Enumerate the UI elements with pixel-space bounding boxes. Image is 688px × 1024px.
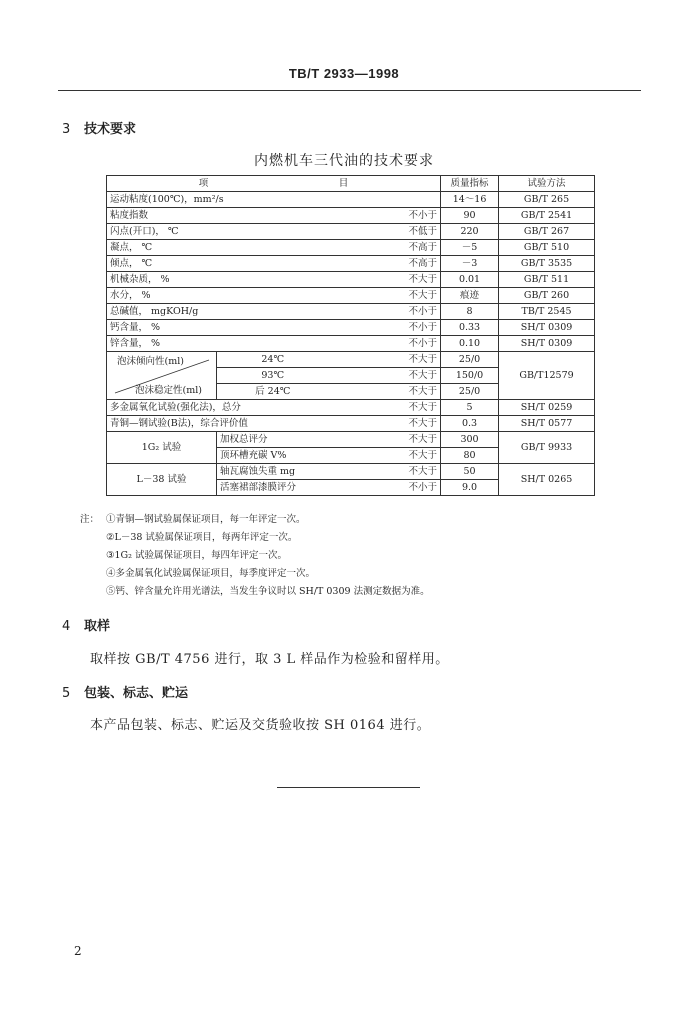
row-limit: 不小于	[329, 304, 441, 320]
row-limit: 不大于	[329, 432, 441, 448]
row-method: GB/T 267	[499, 224, 595, 240]
section-title: 包装、标志、贮运	[84, 686, 189, 701]
table-row	[107, 320, 595, 336]
note-item: ⑤钙、锌含量允许用光谱法，当发生争议时以 SH/T 0309 法测定数据为准。	[106, 586, 430, 597]
row-spec: 0.3	[441, 416, 499, 432]
table-row	[107, 352, 595, 368]
foam-tendency-label: 泡沫倾向性(ml)	[117, 356, 184, 367]
row-item: 钙含量， %	[107, 320, 329, 336]
row-method: GB/T 265	[499, 192, 595, 208]
row-spec: 220	[441, 224, 499, 240]
section-title: 取样	[84, 619, 111, 634]
header-method: 试验方法	[499, 176, 595, 192]
row-spec: 90	[441, 208, 499, 224]
notes-list	[80, 511, 430, 601]
foam-limit: 不大于	[329, 352, 441, 368]
foam-temp: 24℃	[217, 352, 329, 368]
table-title: 内燃机车三代油的技术要求	[254, 153, 434, 169]
row-limit: 不大于	[329, 288, 441, 304]
row-item: 青铜—钢试验(B法)，综合评价值	[107, 416, 329, 432]
row-item: 加权总评分	[217, 432, 329, 448]
row-spec: －3	[441, 256, 499, 272]
table-row	[107, 288, 595, 304]
foam-stability-label: 泡沫稳定性(ml)	[135, 385, 202, 396]
note-item: ①青铜—钢试验属保证项目，每一年评定一次。	[106, 514, 306, 525]
row-limit: 不大于	[329, 400, 441, 416]
notes-label: 注：	[80, 514, 100, 525]
note-item: ③1G₂ 试验属保证项目，每四年评定一次。	[106, 550, 287, 561]
row-limit: 不大于	[329, 416, 441, 432]
row-limit: 不小于	[329, 320, 441, 336]
table-row	[107, 224, 595, 240]
row-method: SH/T 0309	[499, 320, 595, 336]
row-spec: 14～16	[441, 192, 499, 208]
row-limit: 不小于	[329, 480, 441, 496]
foam-temp: 后 24℃	[217, 384, 329, 400]
section-number: 4	[62, 619, 71, 634]
row-limit: 不小于	[329, 208, 441, 224]
foam-method: GB/T12579	[499, 352, 595, 400]
row-spec: 300	[441, 432, 499, 448]
table-row	[107, 432, 595, 448]
foam-label-cell	[107, 352, 217, 400]
row-limit: 不大于	[329, 272, 441, 288]
ig2-method: GB/T 9933	[499, 432, 595, 464]
table-row	[107, 192, 595, 208]
row-method: GB/T 260	[499, 288, 595, 304]
row-item: 机械杂质， %	[107, 272, 329, 288]
row-spec: 9.0	[441, 480, 499, 496]
section-5-heading	[62, 682, 188, 701]
row-method: SH/T 0309	[499, 336, 595, 352]
section-4-heading	[62, 615, 110, 634]
row-spec: 8	[441, 304, 499, 320]
row-spec: 0.10	[441, 336, 499, 352]
row-method: GB/T 3535	[499, 256, 595, 272]
note-item: ④多金属氧化试验属保证项目，每季度评定一次。	[106, 568, 316, 579]
row-limit: 不大于	[329, 464, 441, 480]
end-rule	[277, 787, 420, 788]
spec-table	[106, 175, 595, 496]
row-spec: 5	[441, 400, 499, 416]
foam-spec: 25/0	[441, 352, 499, 368]
row-item: 运动粘度(100℃)，mm²/s	[107, 192, 329, 208]
table-row	[107, 304, 595, 320]
ig2-group-label: 1G₂ 试验	[107, 432, 217, 464]
section-5-body: 本产品包装、标志、贮运及交货验收按 SH 0164 进行。	[90, 718, 431, 733]
document-code: TB/T 2933—1998	[288, 66, 400, 81]
row-item: 锌含量， %	[107, 336, 329, 352]
row-spec: －5	[441, 240, 499, 256]
row-method: SH/T 0259	[499, 400, 595, 416]
section-title: 技术要求	[84, 122, 137, 137]
table-row	[107, 240, 595, 256]
row-item: 总碱值， mgKOH/g	[107, 304, 329, 320]
table-row	[107, 272, 595, 288]
row-limit	[329, 192, 441, 208]
note-item: ②L－38 试验属保证项目，每两年评定一次。	[106, 532, 298, 543]
section-number: 3	[62, 122, 71, 137]
page-number: 2	[74, 944, 82, 958]
table-header-row	[107, 176, 595, 192]
foam-spec: 25/0	[441, 384, 499, 400]
foam-spec: 150/0	[441, 368, 499, 384]
row-limit: 不小于	[329, 336, 441, 352]
row-method: GB/T 510	[499, 240, 595, 256]
table-row	[107, 416, 595, 432]
table-row	[107, 400, 595, 416]
header-rule	[58, 90, 641, 91]
row-item: 凝点， ℃	[107, 240, 329, 256]
section-3-heading	[62, 118, 136, 137]
table-row	[107, 208, 595, 224]
row-method: TB/T 2545	[499, 304, 595, 320]
foam-temp: 93℃	[217, 368, 329, 384]
row-spec: 0.33	[441, 320, 499, 336]
table-row	[107, 336, 595, 352]
row-item: 多金属氧化试验(强化法)，总分	[107, 400, 329, 416]
section-4-body: 取样按 GB/T 4756 进行，取 3 L 样品作为检验和留样用。	[90, 652, 449, 667]
row-spec: 50	[441, 464, 499, 480]
row-spec: 痕迹	[441, 288, 499, 304]
header-item: 项 目	[107, 176, 441, 192]
row-method: GB/T 2541	[499, 208, 595, 224]
row-item: 倾点， ℃	[107, 256, 329, 272]
row-item: 活塞裙部漆膜评分	[217, 480, 329, 496]
row-item: 水分， %	[107, 288, 329, 304]
row-method: SH/T 0577	[499, 416, 595, 432]
row-item: 轴瓦腐蚀失重 mg	[217, 464, 329, 480]
row-limit: 不低于	[329, 224, 441, 240]
table-row	[107, 256, 595, 272]
row-item: 粘度指数	[107, 208, 329, 224]
row-spec: 80	[441, 448, 499, 464]
row-method: GB/T 511	[499, 272, 595, 288]
l38-method: SH/T 0265	[499, 464, 595, 496]
row-item: 闪点(开口)， ℃	[107, 224, 329, 240]
foam-limit: 不大于	[329, 368, 441, 384]
row-spec: 0.01	[441, 272, 499, 288]
foam-limit: 不大于	[329, 384, 441, 400]
table-row	[107, 464, 595, 480]
header-spec: 质量指标	[441, 176, 499, 192]
row-limit: 不高于	[329, 240, 441, 256]
l38-group-label: L－38 试验	[107, 464, 217, 496]
row-item: 顶环槽充碳 V%	[217, 448, 329, 464]
table-notes	[80, 511, 430, 601]
row-limit: 不高于	[329, 256, 441, 272]
row-limit: 不大于	[329, 448, 441, 464]
section-number: 5	[62, 686, 71, 701]
